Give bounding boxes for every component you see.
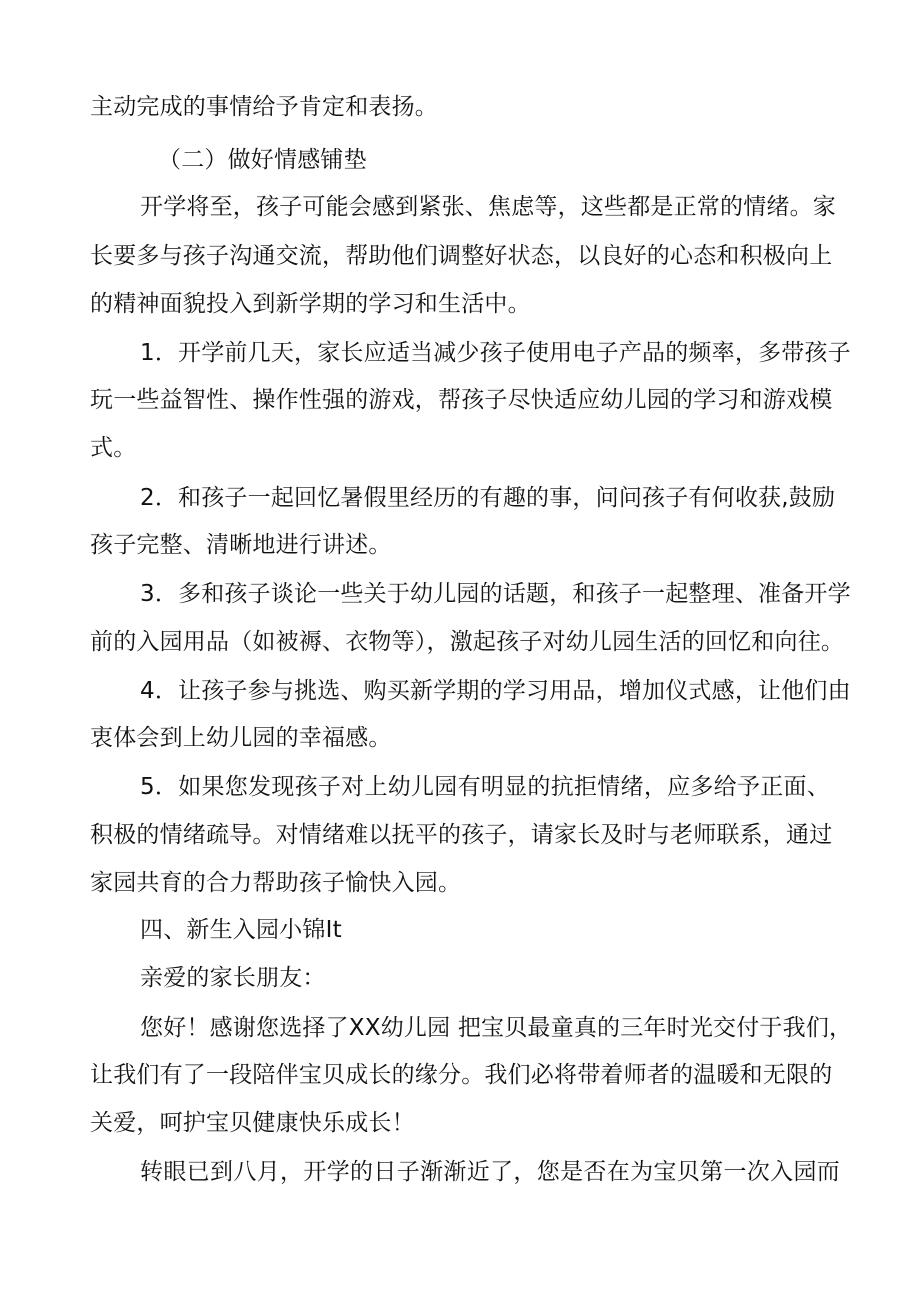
paragraph-line-1: 开学将至，孩子可能会感到紧张、焦虑等，这些都是正常的情绪。家 <box>140 194 836 220</box>
list-item-5-line-1: 5．如果您发现孩子对上幼儿园有明显的抗拒情绪，应多给予正面、 <box>140 774 830 800</box>
list-item-1-line-1: 1．开学前几天，家长应适当减少孩子使用电子产品的频率，多带孩子 <box>140 340 851 366</box>
list-item-2-line-1: 2．和孩子一起回忆暑假里经历的有趣的事，问问孩子有何收获,鼓励 <box>140 485 836 511</box>
list-item-3-line-1: 3．多和孩子谈论一些关于幼儿园的话题，和孩子一起整理、准备开学 <box>140 581 851 607</box>
list-item-5-line-3: 家园共育的合力帮助孩子愉快入园。 <box>90 870 462 896</box>
letter-line-2: 让我们有了一段陪伴宝贝成长的缘分。我们必将带着师者的温暖和无限的 <box>90 1062 833 1088</box>
list-item-3-line-2: 前的入园用品（如被褥、衣物等），激起孩子对幼儿园生活的回忆和向往。 <box>90 629 845 655</box>
paragraph-line-2: 长要多与孩子沟通交流，帮助他们调整好状态，以良好的心态和积极向上 <box>90 243 833 269</box>
letter-line-3: 关爱，呵护宝贝健康快乐成长！ <box>90 1110 415 1136</box>
section-heading-2: （二）做好情感铺垫 <box>158 147 367 173</box>
list-item-4-line-2: 衷体会到上幼儿园的幸福感。 <box>90 725 392 751</box>
list-item-1-line-2: 玩一些益智性、操作性强的游戏，帮孩子尽快适应幼儿园的学习和游戏模 <box>90 387 833 413</box>
letter-line-4: 转眼已到八月，开学的日子渐渐近了，您是否在为宝贝第一次入园而 <box>140 1159 840 1185</box>
list-item-1-line-3: 式。 <box>90 435 137 461</box>
letter-line-1: 您好！感谢您选择了XX幼儿园 把宝贝最童真的三年时光交付于我们， <box>140 1015 853 1041</box>
section-heading-4: 四、新生入园小锦It <box>140 917 342 943</box>
salutation: 亲爱的家长朋友： <box>140 965 326 991</box>
list-item-2-line-2: 孩子完整、清晰地进行讲述。 <box>90 532 392 558</box>
list-item-4-line-1: 4．让孩子参与挑选、购买新学期的学习用品，增加仪式感，让他们由 <box>140 678 851 704</box>
list-item-5-line-2: 积极的情绪疏导。对情绪难以抚平的孩子，请家长及时与老师联系，通过 <box>90 822 833 848</box>
paragraph-line-3: 的精神面貌投入到新学期的学习和生活中。 <box>90 291 531 317</box>
text-line-1: 主动完成的事情给予肯定和表扬。 <box>90 94 438 120</box>
